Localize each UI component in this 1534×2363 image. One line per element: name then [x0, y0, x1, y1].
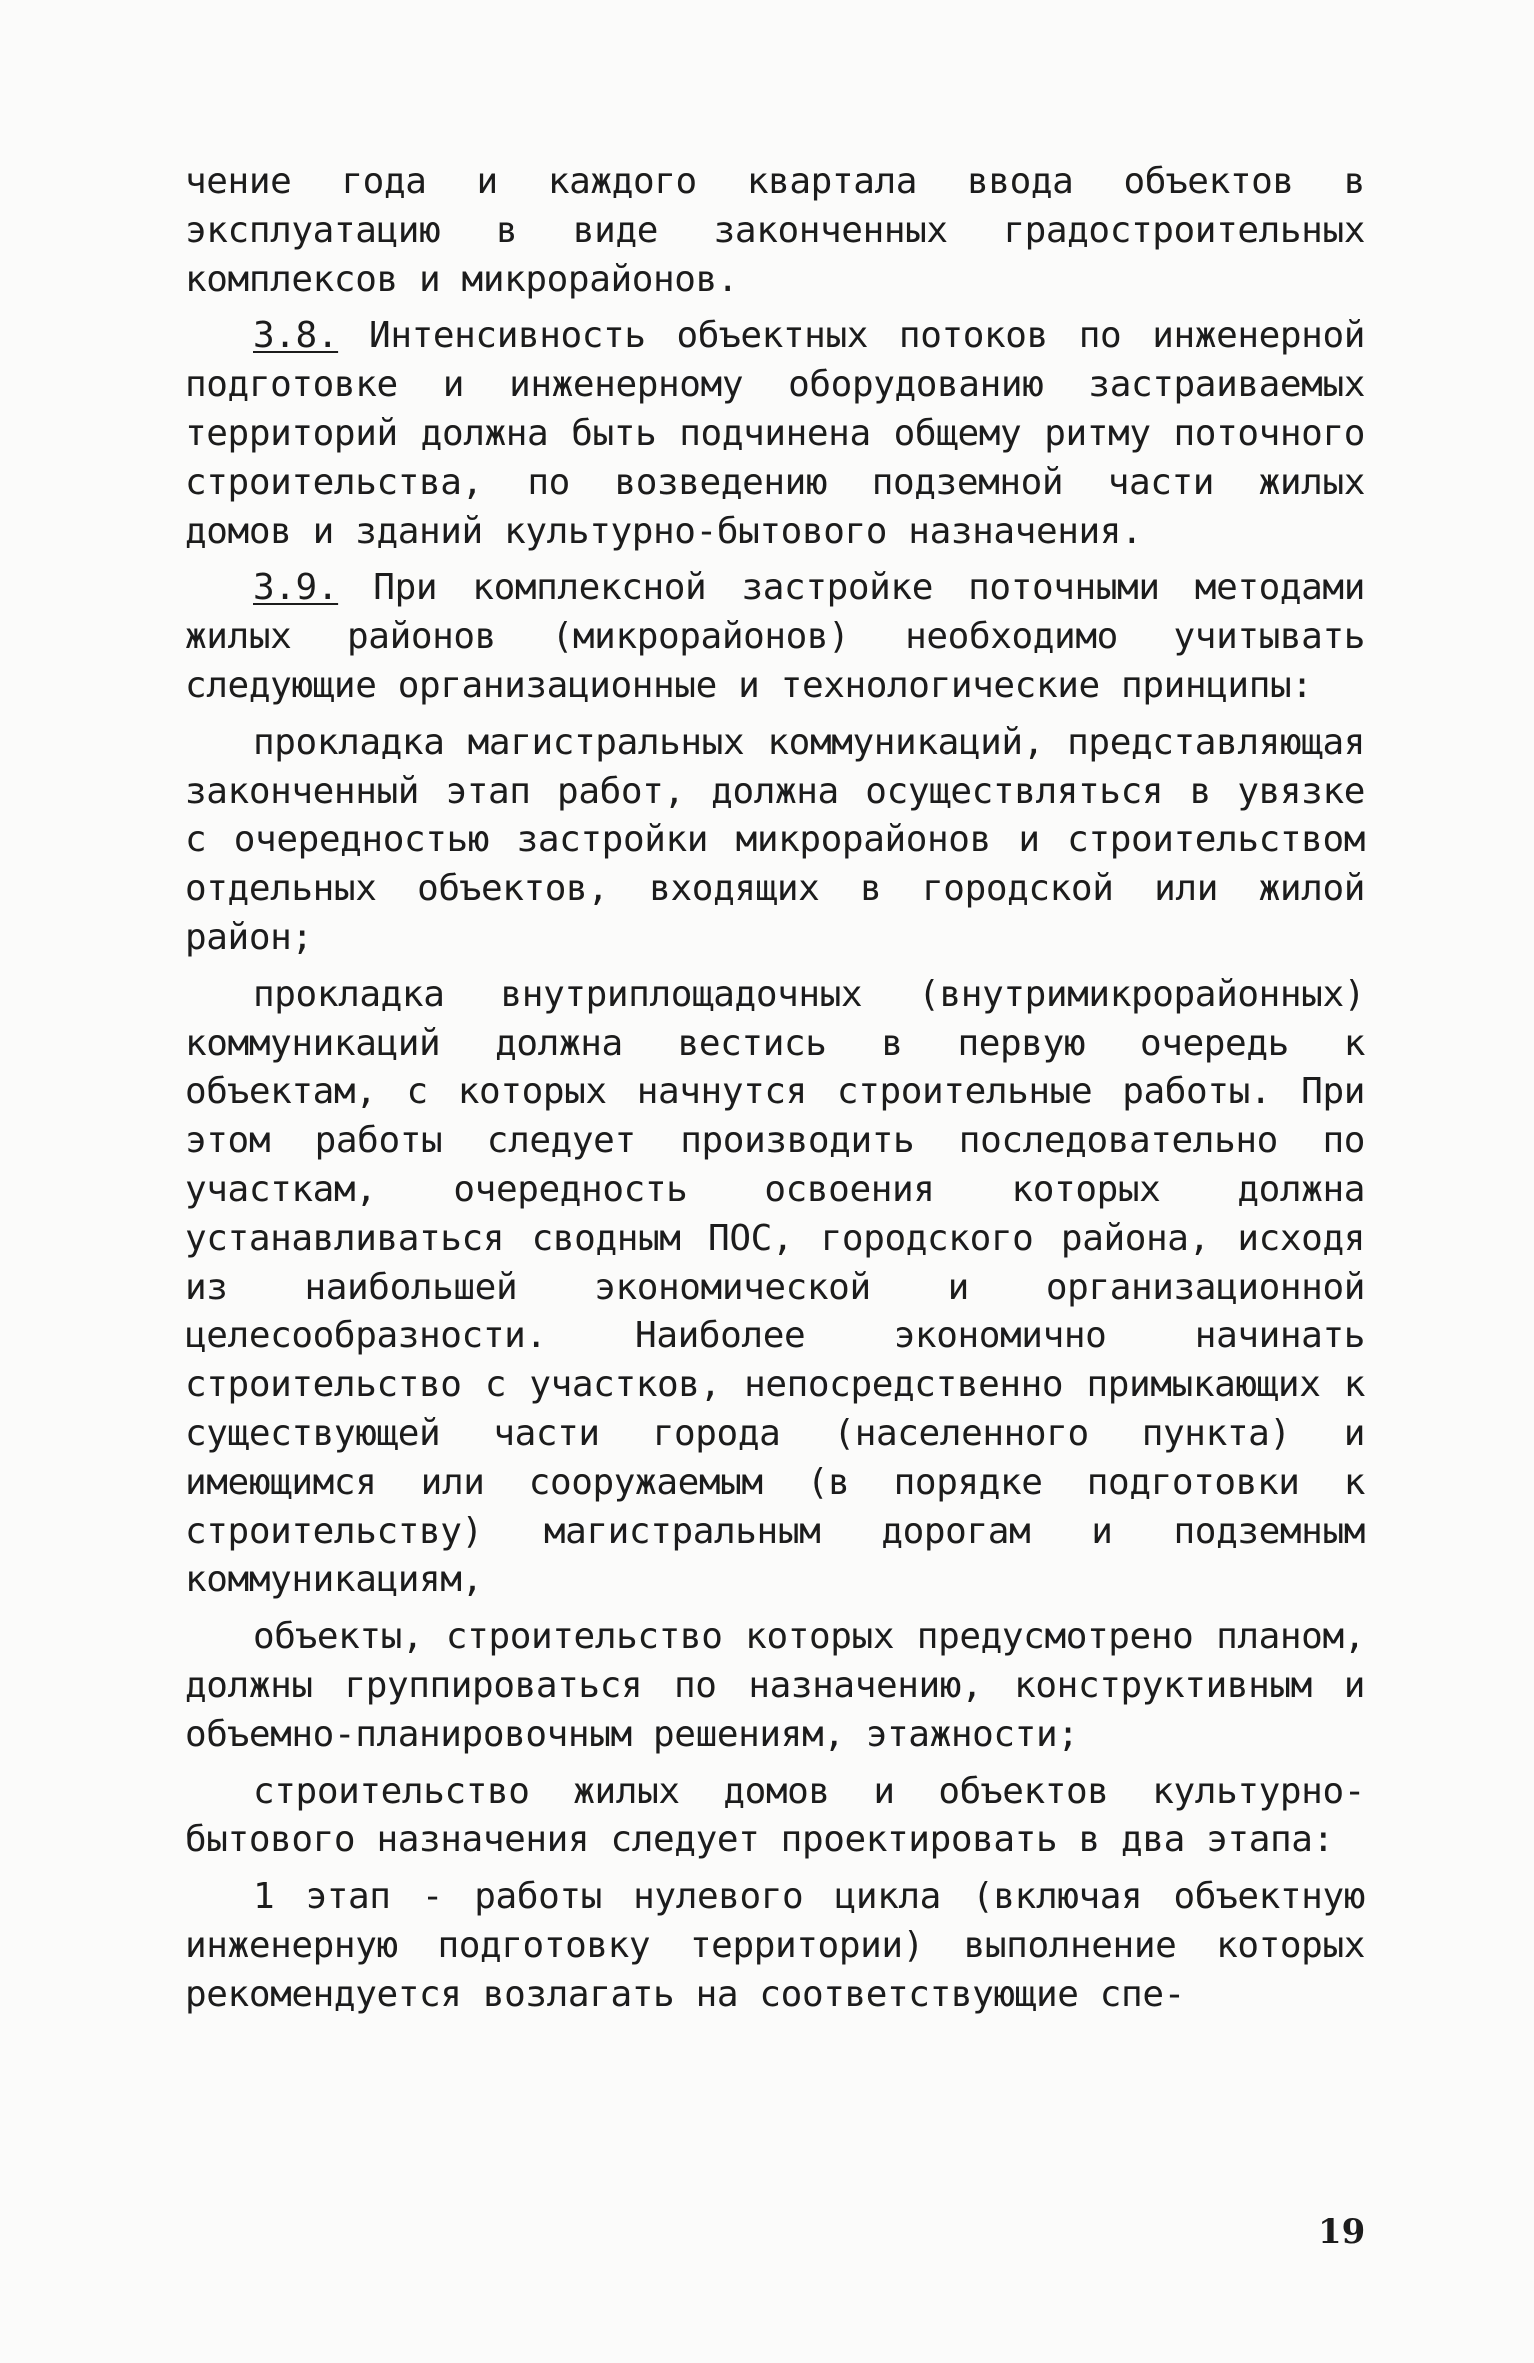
- principle-item: строительство жилых домов и объектов культурно-бытового назначения следует проектировать в два этапа:: [185, 1770, 1365, 1861]
- page-number: 19: [1318, 2212, 1366, 2252]
- body-text: [185, 158, 1365, 2027]
- principle-item: объекты, строительство которых предусмотрено планом, должны группироваться по назначению, конструктивным и объемно-планировочным решениям, этажности;: [185, 1616, 1365, 1755]
- section-3-8-number: 3.8.: [253, 315, 339, 357]
- principle-item: прокладка внутриплощадочных (внутримикрорайонных) коммуникаций должна вестись в первую очередь к объектам, с которых начнутся строительные работы. При этом работы следует производить последовательно по участкам, очередность освоения которых должна устанавливаться сводным ПОС, городского района, исходя из наибольшей экономической и организационной целесообразности. Наиболее экономично начинать строительство с участков, непосредственно примыкающих к существующей части города (населенного пункта) и имеющимся или сооружаемым (в порядке подготовки к строительству) магистральным дорогам и подземным коммуникациям,: [185, 973, 1365, 1601]
- section-3-8-text: Интенсивность объектных потоков по инженерной подготовке и инженерному оборудованию застраиваемых территорий должна быть подчинена общему ритму поточного строительства, по возведению подземной части жилых домов и зданий культурно-бытового назначения.: [185, 315, 1365, 552]
- section-3-9-number: 3.9.: [253, 567, 339, 609]
- principle-item: прокладка магистральных коммуникаций, представляющая законченный этап работ, должна осуществляться в увязке с очередностью застройки микрорайонов и строительством отдельных объектов, входящих в городской или жилой район;: [185, 721, 1365, 958]
- continuation-paragraph: чение года и каждого квартала ввода объектов в эксплуатацию в виде законченных градостроительных комплексов и микрорайонов.: [185, 161, 1365, 300]
- section-3-9-text: При комплексной застройке поточными методами жилых районов (микрорайонов) необходимо учитывать следующие организационные и технологические принципы:: [185, 567, 1365, 706]
- section-3-8-paragraph: [185, 312, 1365, 556]
- principle-item: 1 этап - работы нулевого цикла (включая объектную инженерную подготовку территории) выполнение которых рекомендуется возлагать на соответствующие спе-: [185, 1876, 1365, 2015]
- section-3-9-paragraph: [185, 564, 1365, 710]
